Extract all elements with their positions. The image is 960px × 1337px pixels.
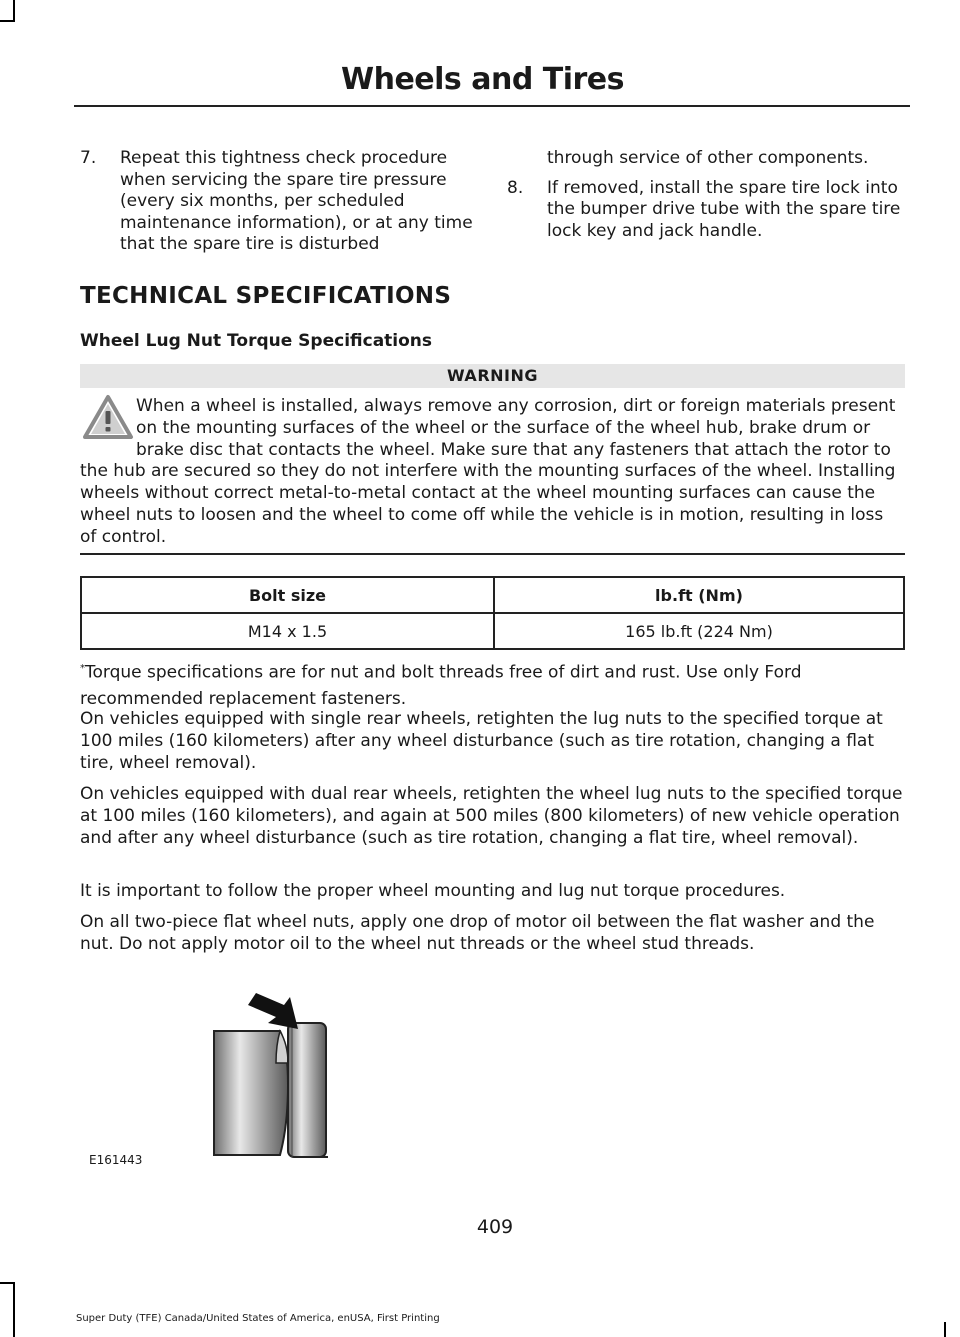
left-column [80,148,480,256]
wheel-nut-arrow-illustration [206,985,336,1165]
table-header-bolt-size: Bolt size [81,577,494,613]
paragraph-single-rear: On vehicles equipped with single rear wheels, retighten the lug nuts to the specified torque at 100 miles (160 kilometers) after any wheel disturbance (such as tire rotation, changing a flat tire, wheel removal). [80,709,883,773]
step-8 [507,178,907,243]
page-header-title: Wheels and Tires [341,62,624,97]
footnote [80,656,908,712]
section-subtitle: Wheel Lug Nut Torque Specifications [80,331,433,351]
paragraph-oil: On all two-piece flat wheel nuts, apply one drop of motor oil between the flat washer and the nut. Do not apply motor oil to the wheel nut threads or the wheel stud threads. [80,912,875,954]
footer-text: Super Duty (TFE) Canada/United States of America, enUSA, First Printing [76,1313,440,1324]
crop-mark-bottom-right-v [944,1322,946,1337]
step-number-spacer [507,148,547,170]
table-row [81,613,904,649]
warning-label: WARNING [80,364,905,388]
crop-mark-bottom-left-v [13,1282,15,1337]
warning-text: When a wheel is installed, always remove any corrosion, dirt or foreign materials present on the mounting surfaces of the wheel or the surface of the wheel hub, brake drum or brake disc that contacts the wheel. Make sure that any fasteners that attach the rotor to the hub are secured so they do not interfere with the mounting surfaces of the wheel. Installing wheels without correct metal-to-metal contact at the wheel mounting surfaces can cause the wheel nuts to loosen and the wheel to come off while the vehicle is in motion, resulting in loss of control. [80,396,896,547]
footnote-mark: * [80,663,85,674]
right-column [507,148,907,242]
warning-icon-spacer [80,396,136,458]
table-cell-torque: 165 lb.ft (224 Nm) [494,613,904,649]
paragraph-importance: It is important to follow the proper wheel mounting and lug nut torque procedures. [80,881,786,901]
warning-text-block [80,396,905,549]
paragraph-dual-rear: On vehicles equipped with dual rear wheels, retighten the wheel lug nuts to the specified torque at 100 miles (160 kilometers), and again at 500 miles (800 kilometers) of new vehicle operation and after any wheel disturbance (such as tire rotation, changing a flat tire, wheel removal). [80,784,903,848]
warning-rule [80,553,905,555]
table-cell-bolt-size: M14 x 1.5 [81,613,494,649]
step-7-continued [507,148,907,170]
step-text: through service of other components. [547,148,869,168]
header-rule [74,105,910,107]
page-number: 409 [476,1216,514,1238]
torque-spec-table [80,576,905,650]
crop-mark-bottom-left-h [0,1282,15,1284]
footnote-text: Torque specifications are for nut and bolt threads free of dirt and rust. Use only Ford recommended replacement fasteners. [80,662,802,709]
step-text: If removed, install the spare tire lock into the bumper drive tube with the spare tire lock key and jack handle. [547,177,901,241]
table-header-torque: lb.ft (Nm) [494,577,904,613]
step-text: Repeat this tightness check procedure when servicing the spare tire pressure (every six months, per scheduled maintenance information), or at any time that the spare tire is disturbed [120,148,473,254]
section-title: TECHNICAL SPECIFICATIONS [80,283,452,309]
step-number: 7. [80,148,97,168]
crop-mark-top-left-v [13,0,15,22]
step-7 [80,148,480,256]
figure-code: E161443 [89,1153,143,1167]
crop-mark-top-left-h [0,20,15,22]
step-number: 8. [507,177,524,198]
table-header-row [81,577,904,613]
